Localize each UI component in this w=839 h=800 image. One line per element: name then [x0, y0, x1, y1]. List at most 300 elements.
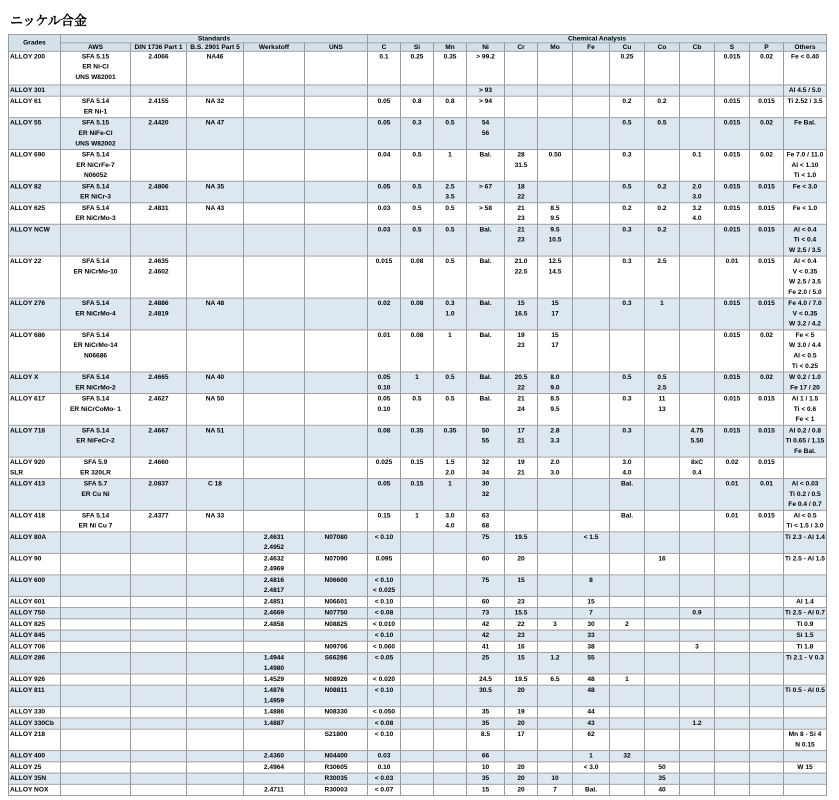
cell-text: Ti 2.5 - Al 0.7 — [785, 609, 825, 617]
cell-text: 0.02 — [760, 374, 773, 381]
cell-text: 0.15 — [410, 480, 424, 488]
table-cell — [61, 575, 131, 597]
cell-text: 0.5 — [657, 120, 667, 127]
table-cell — [467, 762, 505, 773]
table-cell — [784, 674, 827, 685]
table-cell — [645, 457, 680, 479]
table-cell — [645, 619, 680, 630]
cell-text: 20.5 — [514, 374, 528, 381]
table-cell — [401, 575, 434, 597]
table-cell — [750, 181, 784, 203]
cell-text — [188, 653, 242, 663]
cell-text — [402, 762, 432, 772]
cell-text — [539, 118, 571, 128]
cell-text: Fe < 5 — [795, 332, 815, 339]
table-cell — [467, 575, 505, 597]
cell-text: 28 — [517, 151, 525, 159]
table-cell — [610, 224, 645, 256]
cell-text: > 58 — [478, 205, 493, 212]
cell-text: 35 — [658, 775, 666, 782]
cell-text: 0.015 — [723, 374, 741, 381]
cell-text: 1.5 — [445, 459, 455, 466]
cell-text: 0.2 — [622, 98, 632, 106]
nickel-alloy-table — [8, 34, 827, 796]
table-cell — [784, 596, 827, 607]
cell-text: 0.50 — [548, 151, 562, 159]
grade-cell — [9, 674, 61, 685]
table-cell — [244, 372, 305, 394]
table-row — [9, 298, 827, 330]
table-cell — [467, 118, 505, 150]
cell-text: ALLOY 718 — [10, 427, 46, 435]
cell-text — [574, 225, 608, 235]
table-cell — [680, 298, 715, 330]
cell-text: Ti 0.9 — [796, 621, 814, 628]
cell-text — [681, 554, 713, 564]
table-cell — [187, 532, 244, 554]
table-cell — [715, 553, 750, 575]
table-cell — [680, 425, 715, 457]
cell-text: 23 — [517, 215, 525, 222]
cell-text — [539, 762, 571, 772]
cell-text — [716, 718, 748, 728]
cell-text — [716, 785, 748, 795]
table-cell — [467, 510, 505, 532]
cell-text: 1 — [625, 676, 629, 683]
table-cell — [401, 707, 434, 718]
table-cell — [434, 674, 467, 685]
table-cell — [244, 608, 305, 619]
cell-text: 0.3 — [622, 258, 632, 265]
cell-text: < 0.025 — [372, 587, 396, 595]
table-cell — [645, 118, 680, 150]
cell-text: N08811 — [324, 687, 348, 695]
table-cell — [784, 784, 827, 795]
table-cell — [305, 224, 368, 256]
table-row — [9, 553, 827, 575]
table-cell — [61, 203, 131, 225]
cell-text: NA 50 — [205, 395, 225, 403]
cell-text: < 0.03 — [374, 775, 394, 782]
cell-text — [646, 718, 678, 728]
table-cell — [610, 372, 645, 394]
cell-text: 0.015 — [758, 98, 775, 106]
cell-text: 25 — [481, 654, 490, 662]
table-cell — [573, 596, 610, 607]
cell-text — [306, 97, 366, 107]
cell-text: < 0.10 — [374, 577, 394, 584]
cell-text: ER 320LR — [80, 469, 111, 477]
page-title: ニッケル合金 — [10, 13, 87, 28]
cell-text — [188, 730, 242, 740]
table-cell — [505, 553, 538, 575]
table-cell — [750, 330, 784, 372]
table-cell — [715, 393, 750, 425]
table-cell — [434, 393, 467, 425]
table-cell — [538, 256, 573, 298]
table-cell — [467, 298, 505, 330]
table-cell — [187, 773, 244, 784]
cell-text: ER NiCrMo-3 — [75, 215, 116, 222]
cell-text: 0.015 — [375, 258, 393, 265]
cell-text: 13 — [658, 406, 666, 413]
cell-text — [611, 730, 643, 740]
cell-text — [574, 330, 608, 340]
table-cell — [401, 96, 434, 118]
cell-text: Al < 0.4 — [793, 258, 817, 265]
table-cell — [61, 596, 131, 607]
table-cell — [610, 393, 645, 425]
table-cell — [750, 224, 784, 256]
table-cell — [244, 510, 305, 532]
table-cell — [784, 372, 827, 394]
table-cell — [645, 393, 680, 425]
table-cell — [538, 751, 573, 762]
table-cell — [750, 619, 784, 630]
cell-text: Al < 1.10 — [791, 162, 819, 169]
cell-text — [245, 511, 303, 521]
cell-text — [785, 774, 825, 784]
table-cell — [401, 181, 434, 203]
cell-text: Ti 2.3 - Al 1.4 — [785, 534, 825, 541]
table-cell — [244, 96, 305, 118]
cell-text: ER Ni-1 — [83, 108, 108, 116]
cell-text — [435, 619, 465, 629]
grade-cell — [9, 298, 61, 330]
cell-text — [435, 608, 465, 618]
table-cell — [680, 330, 715, 372]
cell-text: 2.4155 — [148, 98, 169, 106]
table-cell — [131, 393, 187, 425]
cell-text — [132, 707, 185, 717]
cell-text — [402, 686, 432, 696]
cell-text: 0.015 — [723, 183, 741, 191]
table-cell — [434, 118, 467, 150]
cell-text — [611, 631, 643, 641]
grade-cell — [9, 608, 61, 619]
table-cell — [368, 425, 401, 457]
cell-text — [785, 674, 825, 684]
cell-text — [402, 597, 432, 607]
cell-text: 8.5 — [550, 205, 560, 212]
table-cell — [244, 118, 305, 150]
table-cell — [467, 784, 505, 795]
table-cell — [467, 203, 505, 225]
cell-text: 0.3 — [412, 120, 422, 127]
table-cell — [368, 596, 401, 607]
table-cell — [368, 553, 401, 575]
grade-cell — [9, 393, 61, 425]
cell-text — [245, 225, 303, 235]
cell-text: 0.2 — [622, 205, 632, 212]
cell-text — [306, 479, 366, 489]
table-cell — [715, 330, 750, 372]
cell-text — [245, 118, 303, 128]
cell-text: 10.5 — [548, 236, 562, 244]
cell-text: 6.5 — [550, 676, 560, 683]
cell-text — [646, 631, 678, 641]
cell-text: Bal. — [479, 300, 492, 308]
column-header: Werkstoff — [244, 43, 305, 51]
cell-text: Bal. — [479, 395, 492, 403]
cell-text — [751, 707, 782, 717]
cell-text — [716, 631, 748, 641]
table-cell — [368, 96, 401, 118]
cell-text — [188, 554, 242, 564]
table-cell — [61, 425, 131, 457]
table-cell — [187, 203, 244, 225]
table-cell — [61, 330, 131, 372]
table-cell — [715, 718, 750, 729]
cell-text — [681, 394, 713, 404]
cell-text — [245, 458, 303, 468]
cell-text: 2.5 — [657, 384, 667, 392]
cell-text: 38 — [587, 643, 595, 651]
table-cell — [784, 298, 827, 330]
cell-text — [306, 394, 366, 404]
table-cell — [505, 729, 538, 751]
cell-text — [751, 631, 782, 641]
table-cell — [645, 762, 680, 773]
table-cell — [680, 393, 715, 425]
cell-text — [132, 85, 185, 95]
table-cell — [715, 51, 750, 85]
table-row — [9, 652, 827, 674]
cell-text: 0.015 — [723, 120, 741, 127]
cell-text: 0.02 — [760, 151, 773, 159]
cell-text: < 0.060 — [372, 643, 396, 651]
table-cell — [750, 674, 784, 685]
cell-text: 0.25 — [620, 53, 634, 61]
cell-text: 0.015 — [758, 300, 775, 308]
cell-text: 23 — [517, 632, 525, 639]
cell-text: ALLOY 825 — [10, 621, 46, 628]
cell-text — [751, 653, 782, 663]
cell-text: N 0.15 — [795, 741, 815, 749]
table-cell — [784, 608, 827, 619]
cell-text: 2.4631 — [263, 534, 285, 541]
cell-text: 0.15 — [410, 459, 424, 466]
cell-text: V < 0.35 — [792, 268, 818, 276]
table-cell — [467, 181, 505, 203]
table-row — [9, 707, 827, 718]
cell-text — [611, 774, 643, 784]
table-cell — [187, 575, 244, 597]
cell-text: 0.5 — [622, 120, 632, 127]
table-cell — [538, 553, 573, 575]
cell-text: Fe 0.4 / 0.7 — [788, 501, 822, 509]
cell-text: 0.25 — [410, 53, 424, 61]
grade-cell — [9, 510, 61, 532]
cell-text: 0.5 — [445, 395, 455, 403]
cell-text: 9.0 — [550, 384, 560, 392]
table-cell — [434, 372, 467, 394]
table-cell — [305, 51, 368, 85]
cell-text: 0.015 — [723, 226, 741, 234]
table-cell — [715, 641, 750, 652]
cell-text — [402, 674, 432, 684]
cell-text: ALLOY 845 — [10, 632, 46, 639]
cell-text: ER NiCrFe-7 — [76, 162, 115, 169]
table-cell — [538, 203, 573, 225]
table-cell — [244, 51, 305, 85]
cell-text — [245, 642, 303, 652]
cell-text: 4.0 — [622, 469, 632, 477]
cell-text — [716, 730, 748, 740]
table-cell — [784, 85, 827, 96]
table-cell — [680, 641, 715, 652]
table-cell — [645, 674, 680, 685]
table-cell — [131, 479, 187, 511]
table-cell — [680, 608, 715, 619]
cell-text: 2.4952 — [263, 544, 285, 552]
cell-text — [188, 150, 242, 160]
cell-text — [716, 751, 748, 761]
cell-text: ER Ni Cu 7 — [78, 522, 113, 530]
table-cell — [131, 784, 187, 795]
cell-text: SFA 5.7 — [83, 480, 108, 488]
table-cell — [645, 784, 680, 795]
table-cell — [187, 707, 244, 718]
cell-text: 35 — [481, 720, 490, 727]
grade-cell — [9, 575, 61, 597]
table-cell — [610, 641, 645, 652]
cell-text — [188, 674, 242, 684]
cell-text — [435, 597, 465, 607]
table-cell — [505, 630, 538, 641]
cell-text: 0.015 — [723, 205, 741, 212]
table-cell — [750, 479, 784, 511]
cell-text — [539, 85, 571, 95]
cell-text: 0.03 — [377, 205, 391, 212]
table-row — [9, 575, 827, 597]
table-cell — [368, 784, 401, 795]
table-cell — [505, 96, 538, 118]
grade-cell — [9, 641, 61, 652]
table-cell — [305, 256, 368, 298]
table-cell — [715, 510, 750, 532]
cell-text: ER NiCrMo-4 — [75, 310, 116, 318]
table-cell — [715, 149, 750, 181]
table-cell — [61, 298, 131, 330]
table-cell — [784, 149, 827, 181]
table-cell — [368, 457, 401, 479]
cell-text: N07090 — [324, 555, 348, 563]
table-cell — [305, 85, 368, 96]
cell-text: 7 — [553, 786, 557, 794]
cell-text — [62, 642, 129, 652]
cell-text: < 3.0 — [583, 764, 599, 771]
table-cell — [715, 729, 750, 751]
cell-text: 16 — [517, 643, 525, 651]
table-cell — [401, 553, 434, 575]
cell-text: 0.02 — [377, 300, 391, 308]
cell-text: 0.015 — [723, 395, 741, 403]
table-cell — [750, 751, 784, 762]
cell-text: 0.02 — [760, 53, 773, 61]
cell-text: 0.2 — [657, 205, 667, 212]
cell-text: Ti < 0.4 — [793, 236, 817, 244]
table-cell — [434, 685, 467, 707]
cell-text — [716, 686, 748, 696]
cell-text — [716, 597, 748, 607]
cell-text: 1.4959 — [263, 697, 285, 705]
table-cell — [187, 181, 244, 203]
cell-text: 55 — [481, 437, 490, 445]
cell-text: 3.0 — [445, 512, 455, 520]
table-cell — [467, 256, 505, 298]
table-cell — [750, 729, 784, 751]
table-cell — [573, 784, 610, 795]
table-cell — [715, 96, 750, 118]
table-cell — [505, 372, 538, 394]
table-cell — [131, 85, 187, 96]
table-cell — [573, 608, 610, 619]
cell-text: 20 — [517, 764, 525, 771]
table-cell — [750, 393, 784, 425]
table-cell — [434, 330, 467, 372]
cell-text: 22.5 — [514, 268, 528, 276]
cell-text: 2.4964 — [263, 764, 285, 771]
cell-text: ALLOY 80A — [10, 534, 47, 541]
table-cell — [680, 707, 715, 718]
cell-text: 32 — [481, 491, 490, 498]
table-cell — [610, 707, 645, 718]
cell-text — [611, 575, 643, 585]
table-cell — [434, 51, 467, 85]
table-cell — [61, 118, 131, 150]
cell-text: 68 — [481, 522, 490, 530]
cell-text — [646, 85, 678, 95]
table-cell — [538, 630, 573, 641]
column-header: Co — [645, 43, 680, 51]
table-cell — [467, 596, 505, 607]
cell-text — [402, 532, 432, 542]
grade-cell — [9, 762, 61, 773]
cell-text: 0.015 — [723, 300, 741, 308]
table-cell — [505, 784, 538, 795]
table-cell — [434, 729, 467, 751]
table-cell — [784, 641, 827, 652]
table-cell — [715, 425, 750, 457]
table-cell — [187, 85, 244, 96]
table-cell — [645, 372, 680, 394]
table-cell — [305, 330, 368, 372]
cell-text: ALLOY 330Cb — [10, 720, 54, 727]
table-cell — [610, 298, 645, 330]
cell-text: 19 — [517, 459, 525, 466]
cell-text: NA 48 — [205, 300, 225, 308]
table-cell — [131, 718, 187, 729]
cell-text: < 1.5 — [583, 534, 599, 541]
table-cell — [680, 118, 715, 150]
table-cell — [715, 479, 750, 511]
grade-cell — [9, 718, 61, 729]
cell-text — [611, 330, 643, 340]
cell-text: 8xC — [690, 459, 704, 466]
cell-text: 0.025 — [375, 459, 393, 466]
cell-text: Ti 0.5 - Al 0.5 — [785, 687, 825, 695]
cell-text — [506, 479, 536, 489]
cell-text — [539, 597, 571, 607]
cell-text: 30 — [481, 480, 490, 488]
table-cell — [645, 203, 680, 225]
cell-text: ALLOY 55 — [10, 120, 42, 127]
table-cell — [434, 96, 467, 118]
cell-text: 0.01 — [725, 258, 739, 265]
cell-text: Ti 1.8 — [796, 643, 814, 651]
table-cell — [505, 330, 538, 372]
